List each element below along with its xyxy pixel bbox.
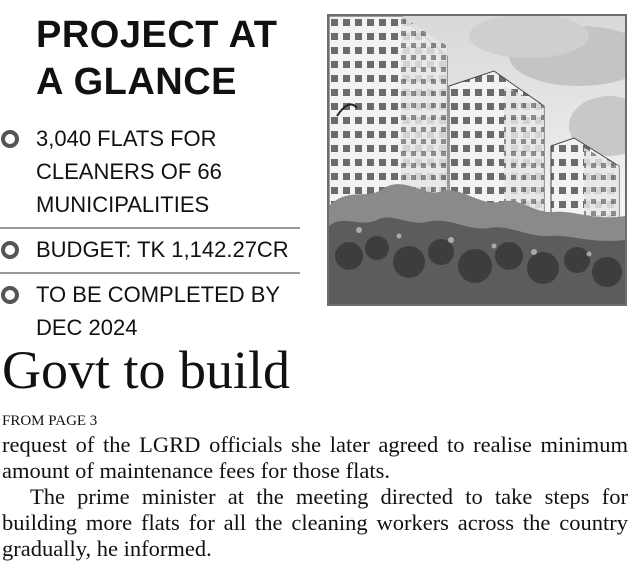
article-headline: Govt to build	[2, 340, 291, 400]
bullet-circle-icon	[1, 130, 19, 148]
article-paragraph: The prime minister at the meeting directed to take steps for building more flats for all the cleaning workers across the country gradually, he informed.	[2, 484, 628, 561]
glance-bullet-text: BUDGET: TK 1,142.27CR	[36, 237, 289, 262]
article-body	[2, 432, 628, 562]
glance-bullet-item	[0, 118, 300, 229]
glance-bullet-item	[0, 229, 300, 274]
buildings-illustration	[329, 16, 625, 304]
glance-title: PROJECT AT A GLANCE	[36, 14, 278, 103]
apartment-buildings-photo	[327, 14, 627, 306]
jump-line: FROM PAGE 3	[2, 413, 98, 429]
glance-bullet-text: TO BE COMPLETED BY DEC 2024	[36, 282, 280, 340]
article-paragraph: request of the LGRD officials she later agreed to realise minimum amount of maintenance fees for those flats.	[2, 432, 628, 483]
bullet-circle-icon	[1, 241, 19, 259]
glance-bullet-text: 3,040 FLATS FOR CLEANERS OF 66 MUNICIPALITIES	[36, 126, 222, 217]
bullet-circle-icon	[1, 286, 19, 304]
glance-bullet-list	[0, 118, 300, 350]
